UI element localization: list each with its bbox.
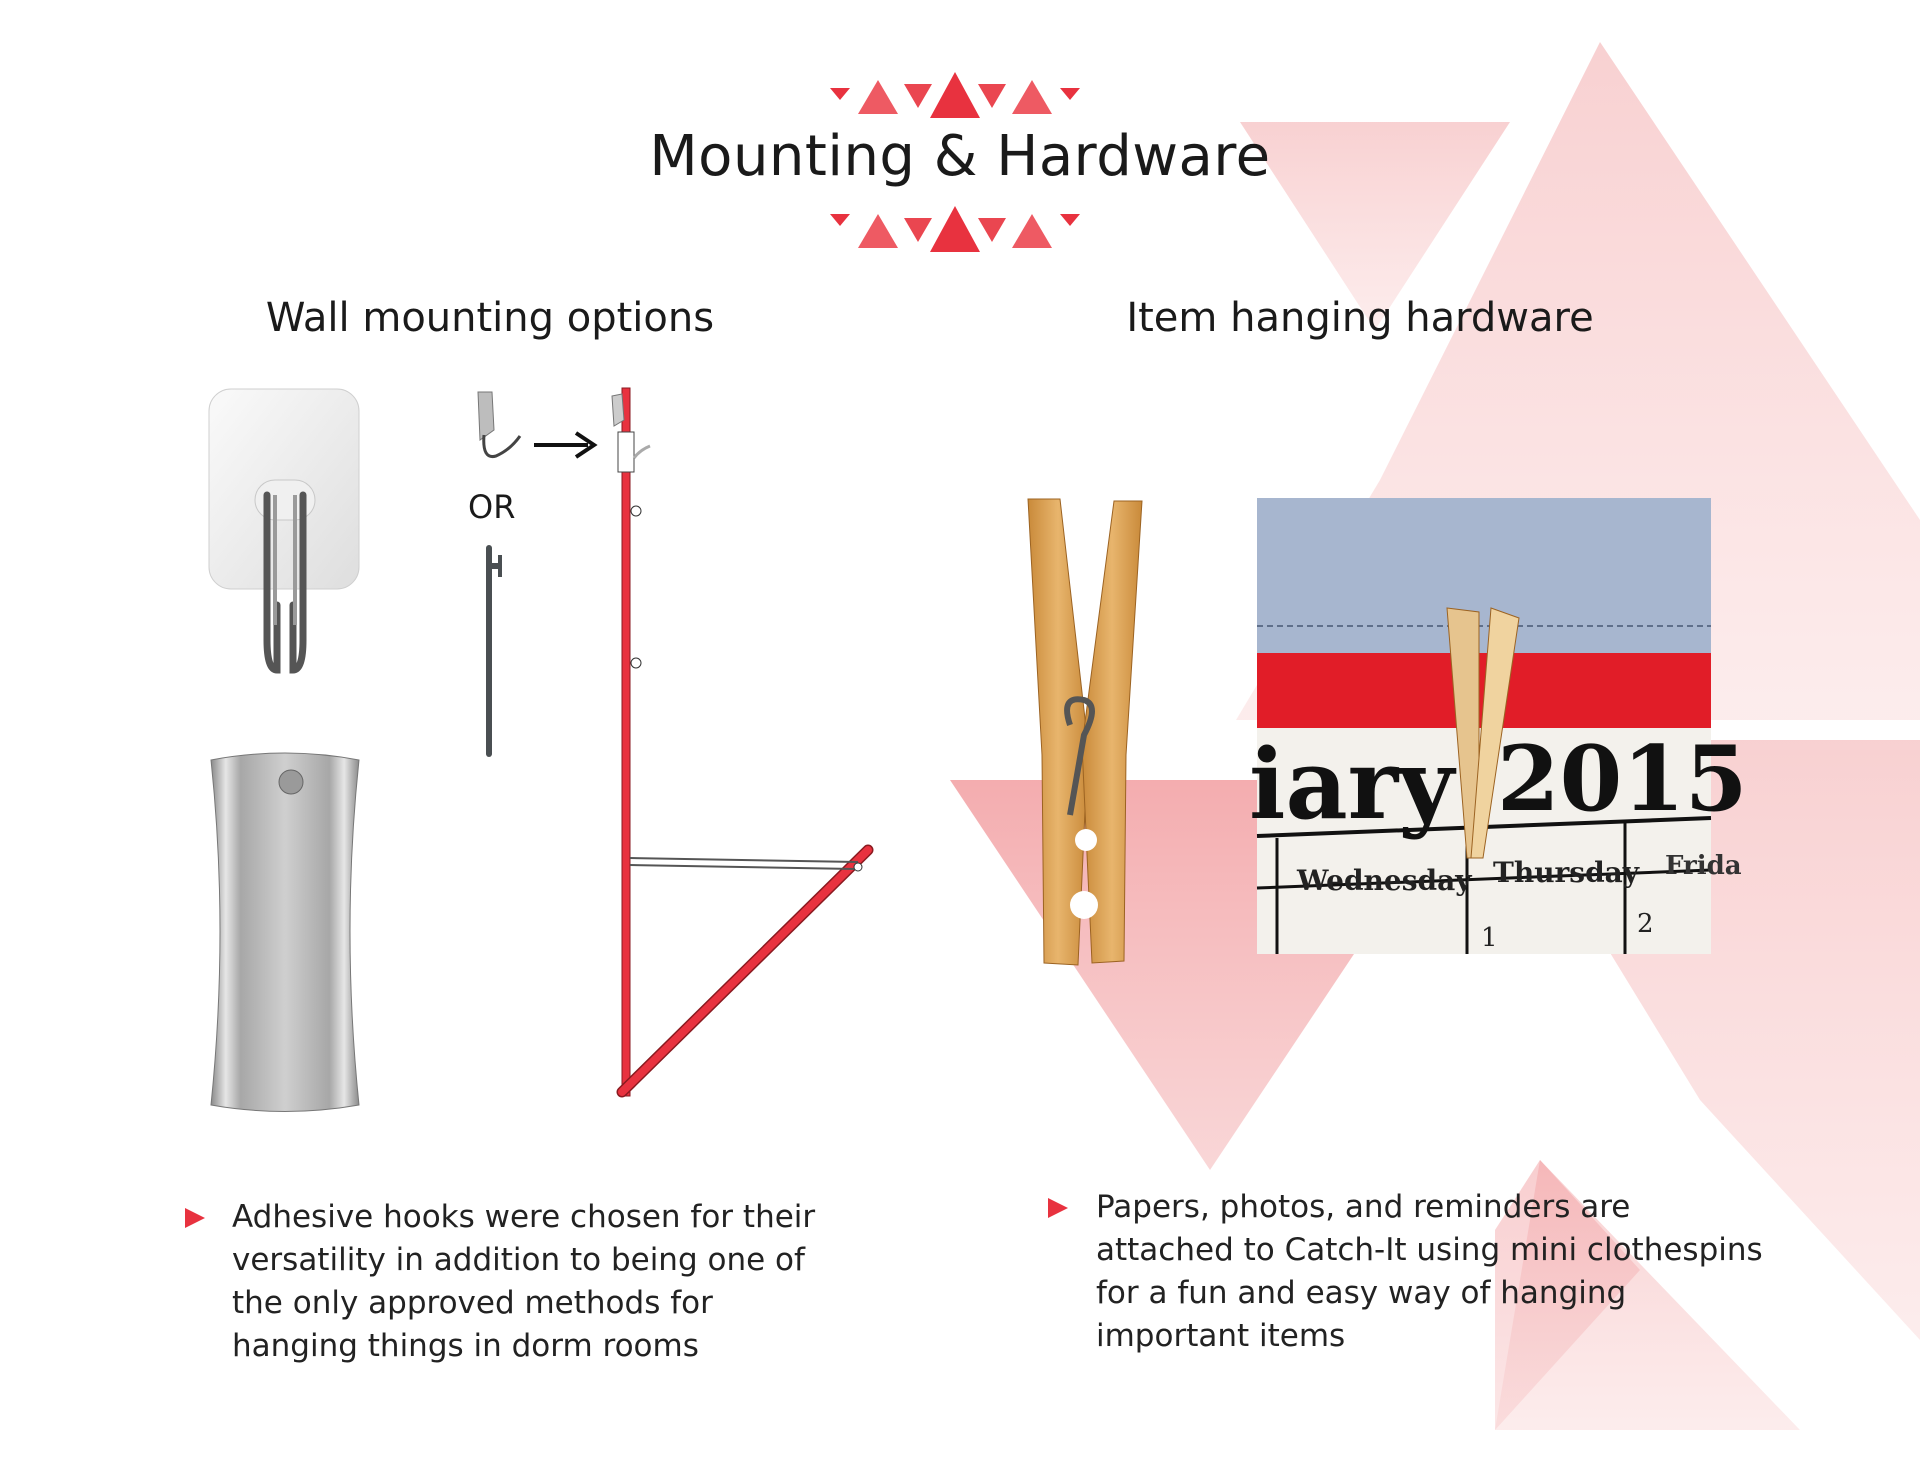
calendar-date-2: 2 (1637, 909, 1654, 939)
heading-item-hanging: Item hanging hardware (1126, 295, 1594, 341)
nail-image (478, 545, 508, 760)
arrow-right-icon (532, 427, 602, 463)
page-title: Mounting & Hardware (649, 124, 1271, 189)
calendar-year: 2015 (1497, 726, 1748, 832)
calendar-day-2: Thursday (1493, 856, 1640, 889)
calendar-date-1: 1 (1481, 923, 1498, 953)
small-wall-hook-image (470, 390, 530, 470)
wall-mounting-note: Adhesive hooks were chosen for their versatility in addition to being one of the only approved methods for hanging things in dorm rooms (232, 1199, 816, 1364)
calendar-clothespin-photo (1249, 498, 1748, 954)
catch-it-side-profile-diagram (600, 380, 880, 1100)
title-ornament-top (820, 70, 1090, 120)
adhesive-hook-image (205, 385, 365, 685)
clothespin-image (1020, 495, 1150, 965)
triangle-right-icon (1046, 1196, 1070, 1220)
calendar-month-fragment: iary (1249, 728, 1455, 841)
or-label: OR (468, 488, 516, 526)
metal-bracket-image (205, 750, 365, 1115)
triangle-right-icon (183, 1206, 207, 1230)
title-ornament-bottom (820, 204, 1090, 254)
calendar-day-3: Frida (1665, 851, 1742, 881)
heading-wall-mounting: Wall mounting options (265, 295, 715, 341)
calendar-day-1: Wednesday (1297, 864, 1472, 897)
item-hanging-note: Papers, photos, and reminders are attached to Catch-It using mini clothespins for a fun and easy way of hanging important items (1096, 1189, 1763, 1354)
